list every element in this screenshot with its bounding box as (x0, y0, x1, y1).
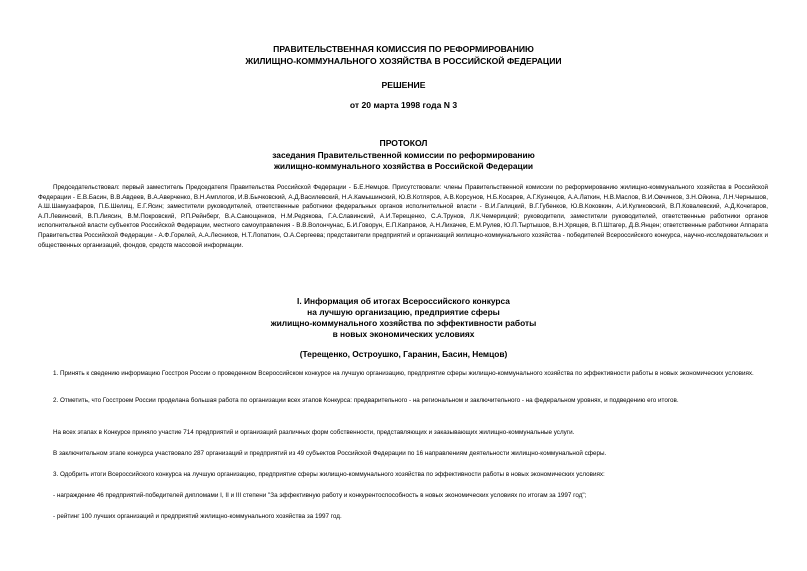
section-1-paragraph-final-stage: В заключительном этапе конкурса участвовало 287 организаций и предприятий из 49 субъектов Российской Федерации по 16 направлениям деятельности жилищно-коммунальной сферы. (53, 450, 607, 457)
protocol-subtitle-line-2: жилищно-коммунального хозяйства в Российской Федерации (273, 161, 534, 171)
attendees-paragraph: Председательствовал: первый заместитель Председателя Правительства Российской Федерации - Б.Е.Немцов. Присутствовали: члены Правительственной комиссии по реформированию жилищно-коммунального хозяйства в Российской Федерации - Е.В.Басин, В.В.Авдеев, В.А.Аверченко, В.Н.Амплогов, И.В.Бычковский, А.Д.Василевский, Н.А.Камышинский, Ю.В.Котляров, А.В.Корсунов, Н.Б.Косарев, А.Г.Кузнецов, А.А.Латкин, Н.В.Маслов, В.И.Овчинков, З.Н.Ойкина, Л.Н.Чернышов, А.Ш.Шамузафаров, П.Б.Шелищ, Е.Г.Ясин; заместители руководителей, ответственные работники федеральных органов исполнительной власти - В.И.Галицкий, В.Г.Губенков, Ю.В.Коковкин, А.И.Куликовский, В.П.Ковалевский, А.Д.Кочегаров, А.П.Левинский, В.П.Лиясин, В.М.Покровский, Р.П.Рейнберг, В.А.Самощенков, Н.М.Редякова, Г.А.Славинский, А.И.Терещенко, С.А.Трунов, Л.К.Чемерицкий; руководители, заместители руководителей, ответственные работники органов исполнительной власти субъектов Российской Федерации, местного самоуправления - В.В.Волончунас, Б.И.Говорун, Е.П.Капранов, А.Н.Лихачев, Е.М.Рулев, Ю.П.Тыртышов, В.Н.Хрящев, В.П.Штагер, Д.В.Янцен; ответственные работники Аппарата Правительства Российской Федерации - А.Ф.Горелей, А.А.Лесников, Н.Т.Лопаткин, О.А.Сергеева; представители предприятий и организаций жилищно-коммунального хозяйства - победителей Всероссийского конкурса, научно-исследовательских и общественных организаций, фондов, средств массовой информации. (38, 184, 768, 249)
commission-title-line-2: ЖИЛИЩНО-КОММУНАЛЬНОГО ХОЗЯЙСТВА В РОССИЙСКОЙ ФЕДЕРАЦИИ (245, 56, 562, 66)
decision-date: от 20 марта 1998 года N 3 (349, 100, 458, 110)
section-1-bullet-awards: - награждение 46 предприятий-победителей дипломами I, II и III степени "За эффективную работу и конкурентоспособность в новых экономических условиях по итогам за 1997 год"; (53, 492, 587, 499)
section-1-title-line-3: жилищно-коммунального хозяйства по эффективности работы (270, 318, 537, 328)
commission-title-line-1: ПРАВИТЕЛЬСТВЕННАЯ КОМИССИЯ ПО РЕФОРМИРОВАНИЮ (273, 44, 534, 54)
protocol-subtitle-line-1: заседания Правительственной комиссии по реформированию (272, 150, 535, 160)
section-1-bullet-rating: - рейтинг 100 лучших организаций и предприятий жилищно-коммунального хозяйства за 1997 год. (53, 513, 342, 520)
section-1-title-line-1: I. Информация об итогах Всероссийского конкурса (297, 296, 510, 306)
decision-heading: РЕШЕНИЕ (381, 80, 426, 90)
section-1-speakers: (Терещенко, Остроушко, Гаранин, Басин, Немцов) (299, 349, 508, 359)
section-1-title-line-4: в новых экономических условиях (332, 329, 475, 339)
section-1-item-3: 3. Одобрить итоги Всероссийского конкурса на лучшую организацию, предприятие сферы жилищно-коммунального хозяйства по эффективности работы в новых экономических условиях: (53, 471, 605, 478)
section-1-item-1: 1. Принять к сведению информацию Госстроя России о проведенном Всероссийском конкурсе на лучшую организацию, предприятие сферы жилищно-коммунального хозяйства по эффективности работы в новых экономических условиях. (53, 370, 754, 377)
section-1-title-line-2: на лучшую организацию, предприятие сферы (307, 307, 500, 317)
section-1-paragraph-participants: На всех этапах в Конкурсе приняло участие 714 предприятий и организаций различных форм собственности, представляющих и заказывающих жилищно-коммунальные услуги. (53, 429, 575, 436)
section-1-item-2: 2. Отметить, что Госстроем России проделана большая работа по организации всех этапов Конкурса: предварительного - на региональном и заключительного - на федеральном уровнях, и подведению его итогов. (53, 397, 679, 404)
protocol-title: ПРОТОКОЛ (379, 138, 428, 148)
